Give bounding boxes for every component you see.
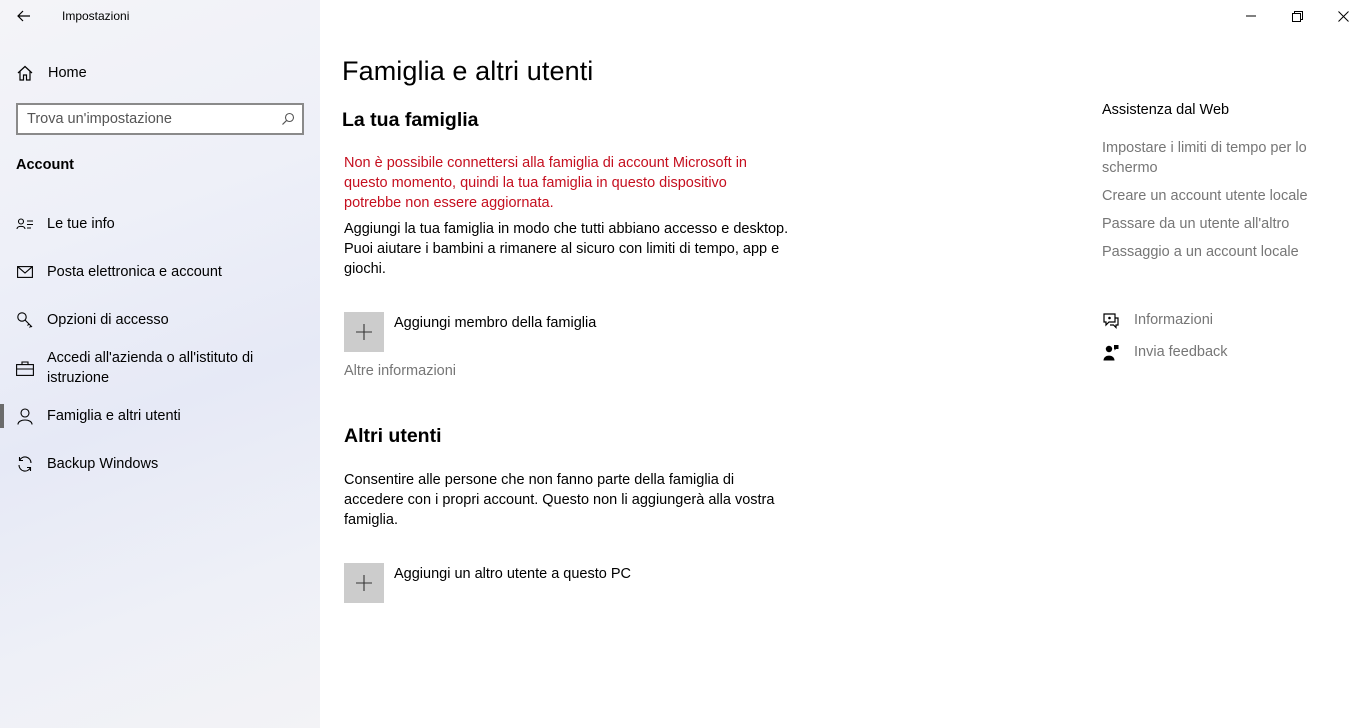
feedback-link[interactable]: [1102, 342, 1228, 362]
help-title: Assistenza dal Web: [1102, 102, 1230, 118]
close-button[interactable]: [1320, 0, 1366, 32]
add-other-user-label: Aggiungi un altro utente a questo PC: [394, 566, 631, 582]
sidebar-item-work-school[interactable]: [0, 348, 320, 388]
plus-icon: [356, 324, 372, 340]
sidebar-item-label: Famiglia e altri utenti: [47, 408, 181, 424]
sidebar-item-family[interactable]: [0, 406, 320, 426]
family-error-message: Non è possibile connettersi alla famiglia di account Microsoft in questo momento, quindi la tua famiglia in questo dispositivo potrebbe non essere aggiornata.: [344, 155, 747, 211]
key-icon: [16, 311, 34, 329]
more-info-link[interactable]: Altre informazioni: [344, 363, 457, 379]
app-title: Impostazioni: [62, 9, 130, 23]
add-tile: [344, 563, 384, 603]
feedback-person-icon: [1102, 343, 1120, 361]
section-title: Account: [16, 157, 74, 173]
help-link-switch-user[interactable]: Passare da un utente all'altro: [1102, 216, 1290, 232]
sidebar-item-backup[interactable]: [0, 454, 320, 474]
sidebar-item-label: Backup Windows: [47, 456, 159, 472]
feedback-label: Invia feedback: [1134, 344, 1228, 360]
person-icon: [16, 407, 34, 425]
sidebar: [0, 0, 320, 728]
other-users-description: Consentire alle persone che non fanno parte della famiglia di accedere con i propri account. Questo non li aggiungerà alla vostra famiglia.: [344, 472, 775, 528]
close-icon: [1338, 11, 1349, 22]
briefcase-icon: [16, 359, 34, 377]
add-family-member-label: Aggiungi membro della famiglia: [394, 315, 597, 331]
help-link-screen-time[interactable]: Impostare i limiti di tempo per lo schermo: [1102, 140, 1307, 176]
minimize-button[interactable]: [1228, 0, 1274, 32]
add-tile: [344, 312, 384, 352]
search-box[interactable]: [16, 103, 304, 135]
back-arrow-icon: [17, 10, 31, 22]
add-family-member-button[interactable]: [344, 312, 596, 352]
sidebar-item-email-accounts[interactable]: [0, 262, 320, 282]
sidebar-item-sign-in-options[interactable]: [0, 310, 320, 330]
help-link-local-account[interactable]: Creare un account utente locale: [1102, 188, 1308, 204]
contact-card-icon: [16, 215, 34, 233]
info-label: Informazioni: [1134, 312, 1213, 328]
back-button[interactable]: [10, 4, 38, 28]
restore-button[interactable]: [1274, 0, 1320, 32]
sidebar-item-label: Posta elettronica e account: [47, 264, 222, 280]
search-icon[interactable]: [274, 112, 302, 126]
add-other-user-button[interactable]: [344, 563, 631, 603]
help-link-switch-local[interactable]: Passaggio a un account locale: [1102, 244, 1299, 260]
sidebar-item-label: Le tue info: [47, 216, 115, 232]
sidebar-item-label: Accedi all'azienda o all'istituto di istruzione: [47, 350, 254, 386]
sync-icon: [16, 455, 34, 473]
family-description: Aggiungi la tua famiglia in modo che tutti abbiano accesso e desktop. Puoi aiutare i bambini a rimanere al sicuro con limiti di tempo, app e giochi.: [344, 221, 789, 277]
plus-icon: [356, 575, 372, 591]
family-heading: La tua famiglia: [342, 109, 479, 131]
home-label: Home: [48, 65, 87, 81]
search-input[interactable]: [18, 111, 274, 127]
mail-icon: [16, 263, 34, 281]
info-link[interactable]: [1102, 310, 1213, 330]
sidebar-item-your-info[interactable]: [0, 214, 320, 234]
minimize-icon: [1246, 11, 1256, 21]
chat-help-icon: [1102, 311, 1120, 329]
home-nav[interactable]: [16, 62, 87, 84]
restore-icon: [1292, 11, 1303, 22]
home-icon: [16, 64, 34, 82]
sidebar-item-label: Opzioni di accesso: [47, 312, 169, 328]
page-title: Famiglia e altri utenti: [342, 56, 594, 86]
active-indicator: [0, 404, 4, 428]
other-users-heading: Altri utenti: [344, 425, 442, 447]
